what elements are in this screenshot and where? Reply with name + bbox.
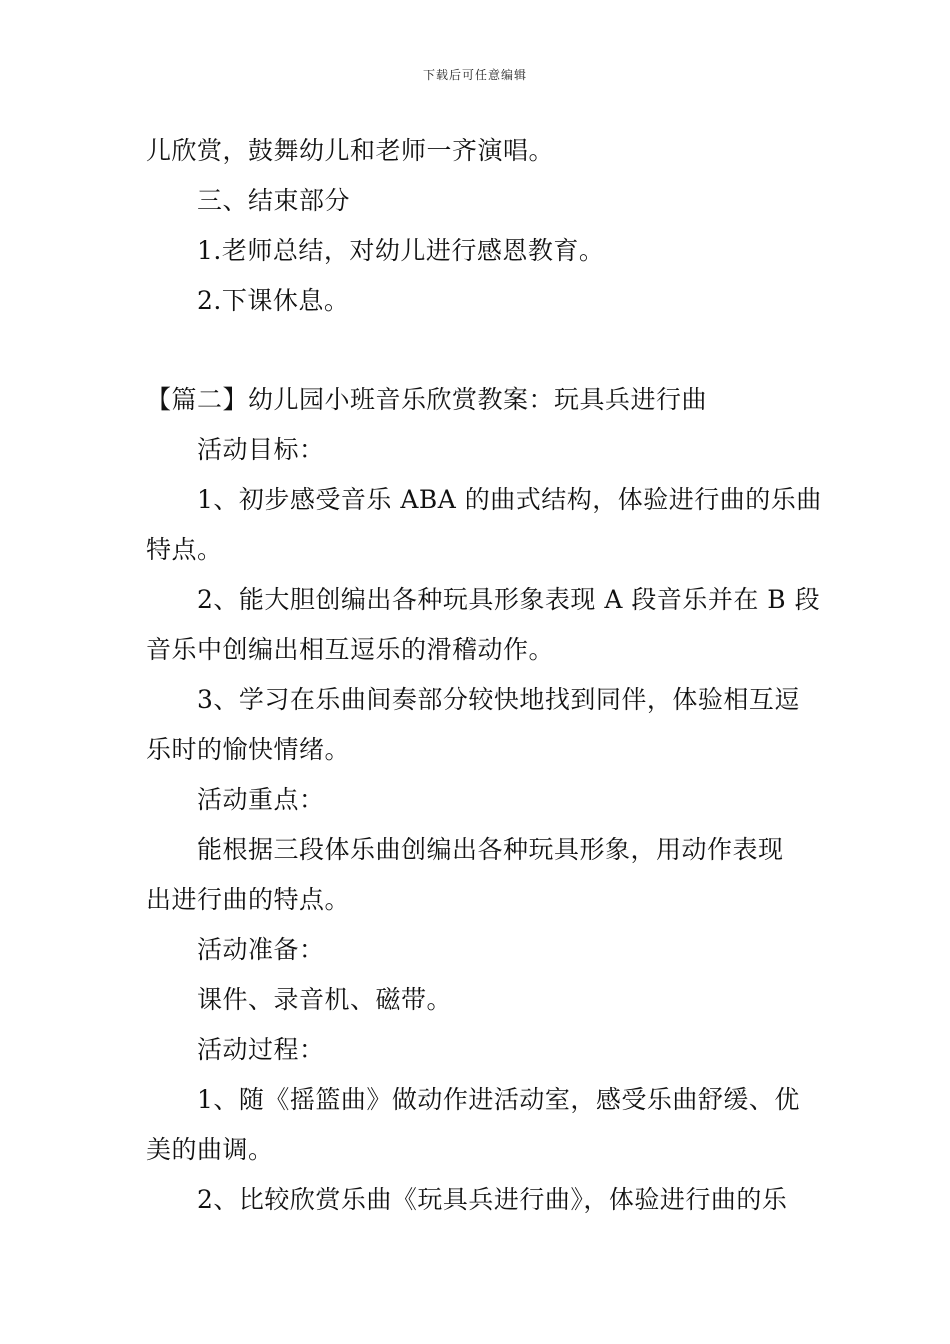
paragraph-line: 3、学习在乐曲间奏部分较快地找到同伴，体验相互逗 (197, 685, 800, 714)
section-heading: 活动重点： (197, 785, 325, 814)
paragraph-line: 2、能大胆创编出各种玩具形象表现 A 段音乐并在 B 段 (197, 585, 821, 614)
paragraph-line: 1、初步感受音乐 ABA 的曲式结构，体验进行曲的乐曲 (197, 485, 822, 514)
article-title: 【篇二】幼儿园小班音乐欣赏教案：玩具兵进行曲 (146, 385, 708, 414)
paragraph-line: 1.老师总结，对幼儿进行感恩教育。 (197, 236, 605, 265)
paragraph-line: 特点。 (146, 535, 223, 564)
section-heading: 活动过程： (197, 1035, 325, 1064)
paragraph-line: 出进行曲的特点。 (146, 885, 351, 914)
section-gap (146, 326, 806, 375)
paragraph-line: 音乐中创编出相互逗乐的滑稽动作。 (146, 635, 555, 664)
paragraph-line: 能根据三段体乐曲创编出各种玩具形象，用动作表现 (197, 835, 784, 864)
paragraph-line: 美的曲调。 (146, 1135, 274, 1164)
paragraph-line: 2.下课休息。 (197, 286, 350, 315)
paragraph-line: 2、比较欣赏乐曲《玩具兵进行曲》，体验进行曲的乐 (197, 1185, 788, 1214)
paragraph-line: 1、随《摇篮曲》做动作进活动室，感受乐曲舒缓、优 (197, 1085, 800, 1114)
page-header: 下载后可任意编辑 (422, 68, 527, 82)
paragraph-line: 课件、录音机、磁带。 (197, 985, 453, 1014)
section-heading: 活动目标： (197, 435, 325, 464)
paragraph-line: 儿欣赏，鼓舞幼儿和老师一齐演唱。 (146, 136, 555, 165)
section-heading: 活动准备： (197, 935, 325, 964)
document-body (146, 126, 822, 1225)
section-heading: 三、结束部分 (197, 186, 351, 215)
paragraph-line: 乐时的愉快情绪。 (146, 735, 351, 764)
